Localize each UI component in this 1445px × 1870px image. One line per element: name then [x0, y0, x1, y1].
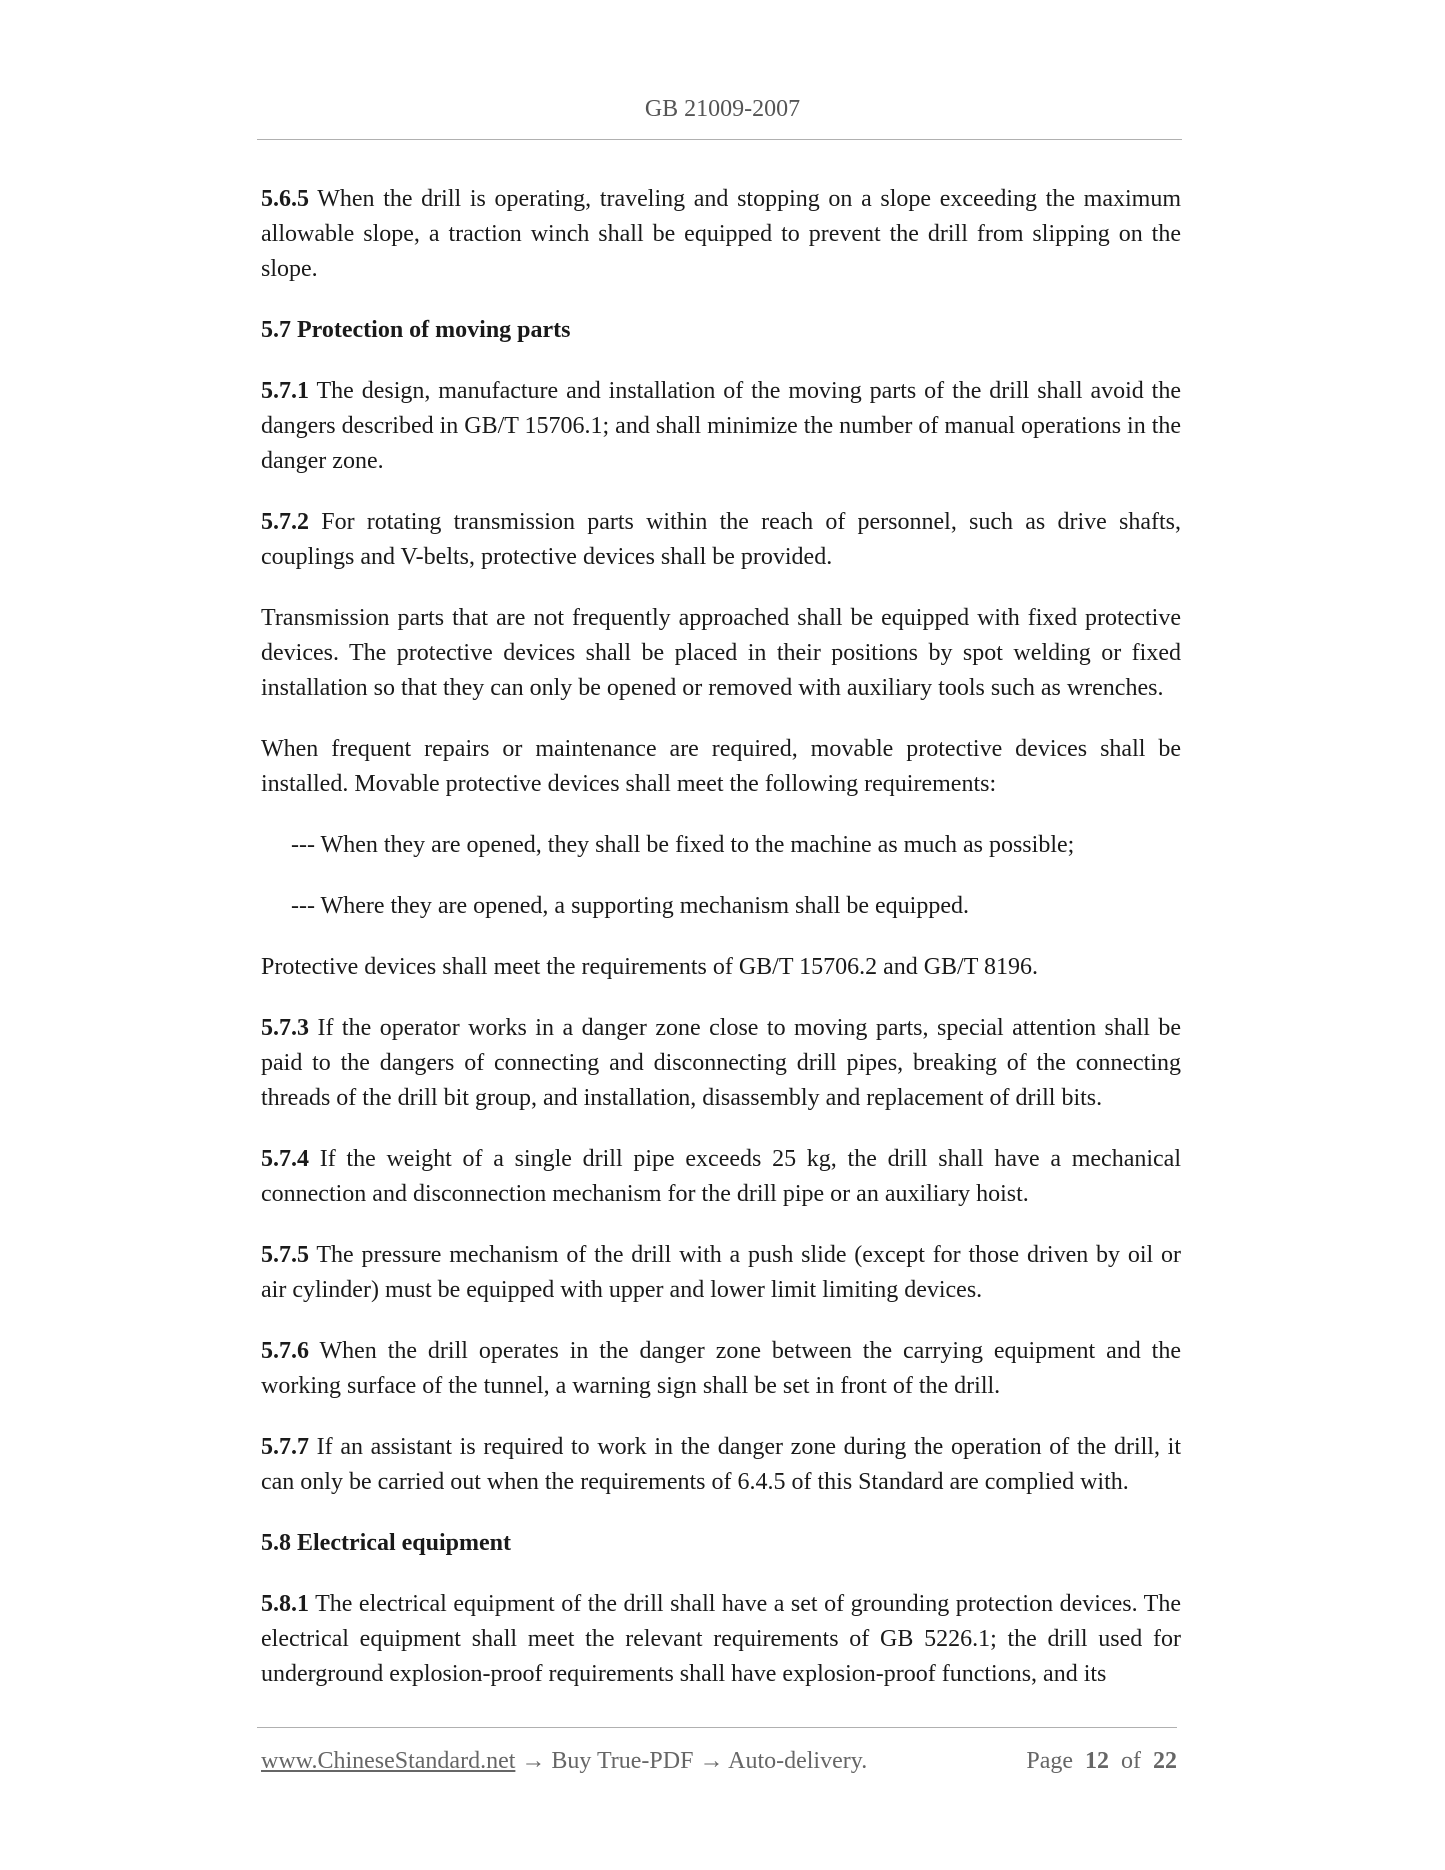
footer-divider [257, 1727, 1177, 1728]
clause-5-7-7 [261, 1430, 1181, 1500]
clause-number: 5.7.2 [261, 509, 309, 535]
footer-promo [261, 1748, 867, 1775]
clause-text: The design, manufacture and installation of the moving parts of the drill shall avoid the dangers described in GB/T 15706.1; and shall minimize the number of manual operations in the danger zone. [261, 378, 1182, 474]
clause-5-7-5 [261, 1238, 1181, 1308]
page-number: 12 [1085, 1748, 1109, 1774]
clause-text: When the drill is operating, traveling and stopping on a slope exceeding the maximum allowable slope, a traction winch shall be equipped to prevent the drill from slipping on the slope. [261, 186, 1181, 282]
section-heading-5-8: 5.8 Electrical equipment [261, 1530, 511, 1556]
clause-number: 5.7.4 [261, 1146, 309, 1172]
clause-number: 5.7.5 [261, 1242, 309, 1268]
clause-number: 5.7.6 [261, 1338, 309, 1364]
paragraph-fixed-protective-devices: Transmission parts that are not frequently approached shall be equipped with fixed protective devices. The protective devices shall be placed in their positions by spot welding or fixed installation so that they can only be opened or removed with auxiliary tools such as wrenches. [261, 605, 1181, 701]
clause-5-7-1 [261, 374, 1181, 479]
list-item: --- Where they are opened, a supporting mechanism shall be equipped. [291, 893, 969, 919]
clause-text: If the weight of a single drill pipe exceeds 25 kg, the drill shall have a mechanical connection and disconnection mechanism for the drill pipe or an auxiliary hoist. [261, 1146, 1181, 1207]
page-label: Page [1026, 1748, 1073, 1774]
site-link[interactable]: www.ChineseStandard.net [261, 1748, 516, 1774]
document-body [261, 182, 1181, 1692]
clause-text: For rotating transmission parts within the reach of personnel, such as drive shafts, couplings and V-belts, protective devices shall be provided. [261, 509, 1181, 570]
clause-5-8-1 [261, 1587, 1181, 1692]
clause-text: The pressure mechanism of the drill with a push slide (except for those driven by oil or air cylinder) must be equipped with upper and lower limit limiting devices. [261, 1242, 1181, 1303]
list-item: --- When they are opened, they shall be fixed to the machine as much as possible; [291, 832, 1075, 858]
clause-text: If the operator works in a danger zone close to moving parts, special attention shall be paid to the dangers of connecting and disconnecting drill pipes, breaking of the connecting threads of the drill bit group, and installation, disassembly and replacement of drill bits. [261, 1015, 1181, 1111]
clause-5-7-6 [261, 1334, 1181, 1404]
clause-number: 5.6.5 [261, 186, 309, 212]
clause-number: 5.7.3 [261, 1015, 309, 1041]
clause-text: If an assistant is required to work in the danger zone during the operation of the drill, it can only be carried out when the requirements of 6.4.5 of this Standard are complied with. [261, 1434, 1181, 1495]
clause-5-7-2 [261, 505, 1181, 575]
clause-number: 5.7.1 [261, 378, 309, 404]
header-divider [257, 139, 1182, 140]
clause-5-6-5 [261, 182, 1181, 287]
footer-promo-text: → Buy True-PDF → Auto-delivery. [515, 1748, 868, 1774]
paragraph-movable-protective-devices: When frequent repairs or maintenance are required, movable protective devices shall be installed. Movable protective devices shall meet the following requirements: [261, 736, 1181, 797]
clause-5-7-3 [261, 1011, 1181, 1116]
clause-5-7-4 [261, 1142, 1181, 1212]
page-header-title: GB 21009-2007 [644, 96, 801, 122]
page-footer [261, 1748, 1177, 1778]
of-label: of [1121, 1748, 1141, 1774]
section-heading-5-7: 5.7 Protection of moving parts [261, 317, 571, 343]
clause-number: 5.8.1 [261, 1591, 309, 1617]
clause-text: The electrical equipment of the drill shall have a set of grounding protection devices. The electrical equipment shall meet the relevant requirements of GB 5226.1; the drill used for underground explosion-proof requirements shall have explosion-proof functions, and its [261, 1591, 1181, 1687]
paragraph-protective-requirements: Protective devices shall meet the requirements of GB/T 15706.2 and GB/T 8196. [261, 954, 1038, 980]
clause-number: 5.7.7 [261, 1434, 309, 1460]
page-indicator [1026, 1748, 1177, 1775]
page-total: 22 [1153, 1748, 1177, 1774]
clause-text: When the drill operates in the danger zone between the carrying equipment and the working surface of the tunnel, a warning sign shall be set in front of the drill. [261, 1338, 1181, 1399]
